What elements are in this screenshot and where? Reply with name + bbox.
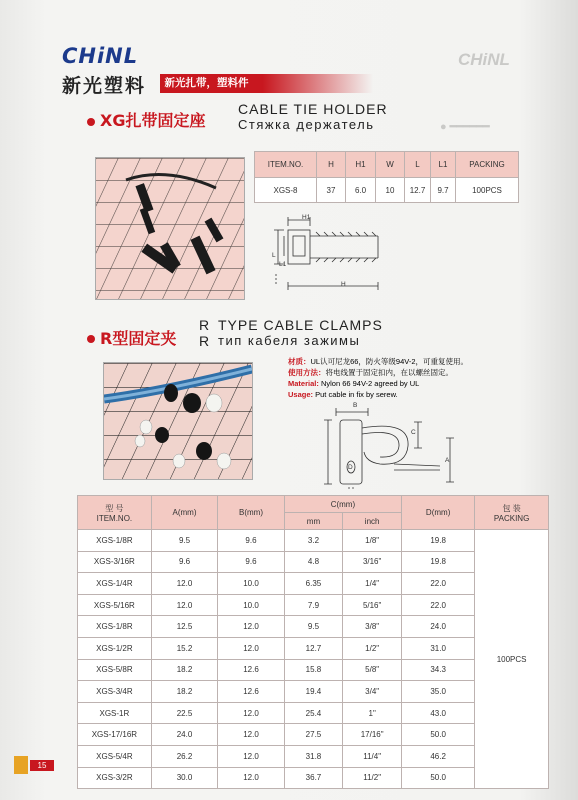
table-cell: 1" [343,702,402,724]
table-cell: 15.8 [284,659,342,681]
col-header-c-mm: mm [284,513,342,530]
col-header-item [78,496,152,530]
col-header-item-en: ITEM.NO. [96,513,133,523]
material-en-label: Material: [288,379,319,388]
bleed-through-text: CHiNL [458,50,510,69]
material-cn-text: UL认可尼龙66，防火等级94V-2，可重复使用。 [310,357,469,366]
dim-label-l1: L1 [279,261,287,268]
table-cell: 4.8 [284,551,342,573]
section1-title-ru: Стяжка держатель [238,117,375,132]
table-cell: 1/4" [343,573,402,595]
section2-title-en: TYPE CABLE CLAMPS [218,317,383,333]
section-bullet-icon [87,118,95,126]
table-cell: 12.0 [218,637,284,659]
table-cell: XGS-8 [255,178,317,203]
col-header-packing [475,496,549,530]
table-cell: 3/4" [343,681,402,703]
col-header: ITEM.NO. [255,152,317,178]
table-cell: 3/8" [343,616,402,638]
col-header: W [376,152,405,178]
table-cell: 22.0 [402,573,475,595]
table-cell: 12.6 [218,659,284,681]
dim-label-a: A [445,457,450,464]
col-header: L [405,152,431,178]
table-cell: 18.2 [151,659,217,681]
brand-banner: 新光扎带，塑料件 [160,74,253,93]
table-cell: 12.7 [284,637,342,659]
col-header-d: D(mm) [402,496,475,530]
material-en-text: Nylon 66 94V-2 agreed by UL [320,379,420,388]
col-header: H1 [346,152,376,178]
dim-label-h: H [341,281,346,288]
table-cell: 12.0 [218,616,284,638]
table-cell: 22.0 [402,594,475,616]
table-cell: 43.0 [402,702,475,724]
cable-tie-holder-image [96,158,244,299]
col-header-b: B(mm) [218,496,284,530]
usage-cn-text: 将电线置于固定扣内，在以螺丝固定。 [325,368,453,377]
r-clamp-notes [288,356,468,400]
section2-title-ru: тип кабеля зажимы [218,333,361,348]
table-cell: 31.8 [284,745,342,767]
usage-en-text: Put cable in fix by serew. [315,390,398,399]
table-cell: 3/16" [343,551,402,573]
table-cell: 6.35 [284,573,342,595]
dim-label-d: D [348,464,353,471]
table-cell: 46.2 [402,745,475,767]
table-cell: 9.5 [151,530,217,552]
table-cell: 9.6 [218,551,284,573]
dim-label-h1: H1 [302,214,311,221]
table-cell: 24.0 [151,724,217,746]
table-cell: 19.8 [402,551,475,573]
table-cell: 3.2 [284,530,342,552]
table-cell: 24.0 [402,616,475,638]
table-cell: 11/4" [343,745,402,767]
table-row [255,178,519,203]
table-cell: 35.0 [402,681,475,703]
table-cell: 50.0 [402,767,475,789]
col-header-item-cn: 型 号 [105,503,124,513]
col-header-c-inch: inch [343,513,402,530]
col-header: L1 [431,152,456,178]
table-row [78,530,549,552]
r-clamp-drawing [320,398,470,492]
table-cell: 10.0 [218,594,284,616]
usage-en-label: Usage: [288,390,314,399]
material-cn-label: 材质： [288,357,311,366]
table-cell: 18.2 [151,681,217,703]
packing-cell: 100PCS [475,530,549,789]
col-header-a: A(mm) [151,496,217,530]
material-en-line [288,378,468,389]
table-cell: 6.0 [346,178,376,203]
banner-fade [253,74,373,93]
table-cell: 9.5 [284,616,342,638]
table-cell: XGS-1/4R [78,573,152,595]
table-cell: 34.3 [402,659,475,681]
table-cell: 19.4 [284,681,342,703]
table-cell: 12.7 [405,178,431,203]
r-clamp-table-body [78,530,549,789]
table-cell: 12.0 [218,702,284,724]
table-cell: 10.0 [218,573,284,595]
table-cell: 9.6 [218,530,284,552]
table-header-row [78,496,549,513]
table-cell: 9.7 [431,178,456,203]
table-cell: 5/8" [343,659,402,681]
usage-cn-line [288,367,468,378]
r-clamp-table [77,495,549,789]
table-cell: XGS-3/2R [78,767,152,789]
table-cell: XGS-5/4R [78,745,152,767]
section2-title-cn: R型固定夹 [100,329,177,348]
brand-logo: CHiNL [62,44,139,68]
cable-tie-holder-table [254,151,519,203]
section1-title-cn: XG扎带固定座 [100,111,206,130]
table-cell: 100PCS [456,178,519,203]
material-cn-line [288,356,468,367]
section-bullet-icon [87,335,95,343]
table-cell: 27.5 [284,724,342,746]
table-cell: XGS-5/8R [78,659,152,681]
table-cell: XGS-5/16R [78,594,152,616]
r-clamp-image [104,363,252,479]
table-cell: 10 [376,178,405,203]
col-header-packing-cn: 包 装 [502,503,521,513]
r-clamp-photo [103,362,253,480]
table-cell: XGS-1/2R [78,637,152,659]
col-header: PACKING [456,152,519,178]
usage-cn-label: 使用方法： [288,368,326,377]
table-cell: 12.0 [151,594,217,616]
table-cell: 9.6 [151,551,217,573]
table-cell: 50.0 [402,724,475,746]
table-cell: 22.5 [151,702,217,724]
table-cell: 25.4 [284,702,342,724]
table-cell: 19.8 [402,530,475,552]
section2-prefix-ru: R [199,333,211,349]
dim-label-c: C [411,429,416,436]
table-cell: XGS-3/4R [78,681,152,703]
table-cell: 1/8" [343,530,402,552]
table-cell: 12.0 [218,767,284,789]
cable-tie-holder-photo [95,157,245,300]
table-cell: XGS-1/8R [78,530,152,552]
cable-tie-holder-drawing [268,212,398,302]
table-cell: 1/2" [343,637,402,659]
col-header: H [317,152,346,178]
table-cell: 7.9 [284,594,342,616]
table-cell: 37 [317,178,346,203]
col-header-packing-en: PACKING [493,513,530,523]
page-corner-mark [14,756,28,774]
table-cell: XGS-1/8R [78,616,152,638]
table-cell: 12.0 [151,573,217,595]
table-cell: 12.5 [151,616,217,638]
table-cell: 12.0 [218,724,284,746]
section1-title-en: CABLE TIE HOLDER [238,101,388,117]
bleed-through-text: ● ━━━━━━ [440,121,490,133]
table-cell: 36.7 [284,767,342,789]
section2-prefix: R [199,317,211,333]
table-cell: 17/16" [343,724,402,746]
table-cell: 26.2 [151,745,217,767]
page-number: 15 [30,760,54,771]
table-cell: XGS-3/16R [78,551,152,573]
table-cell: XGS-1R [78,702,152,724]
table-cell: 5/16" [343,594,402,616]
table-cell: 12.0 [218,745,284,767]
table-cell: 31.0 [402,637,475,659]
table-cell: XGS-17/16R [78,724,152,746]
dim-label-l: L [272,252,276,259]
table-cell: 11/2" [343,767,402,789]
table-header-row [255,152,519,178]
brand-name-cn: 新光塑料 [62,75,147,97]
table-cell: 30.0 [151,767,217,789]
table-cell: 12.6 [218,681,284,703]
dim-label-b: B [353,402,358,409]
table-cell: 15.2 [151,637,217,659]
col-header-c: C(mm) [284,496,401,513]
